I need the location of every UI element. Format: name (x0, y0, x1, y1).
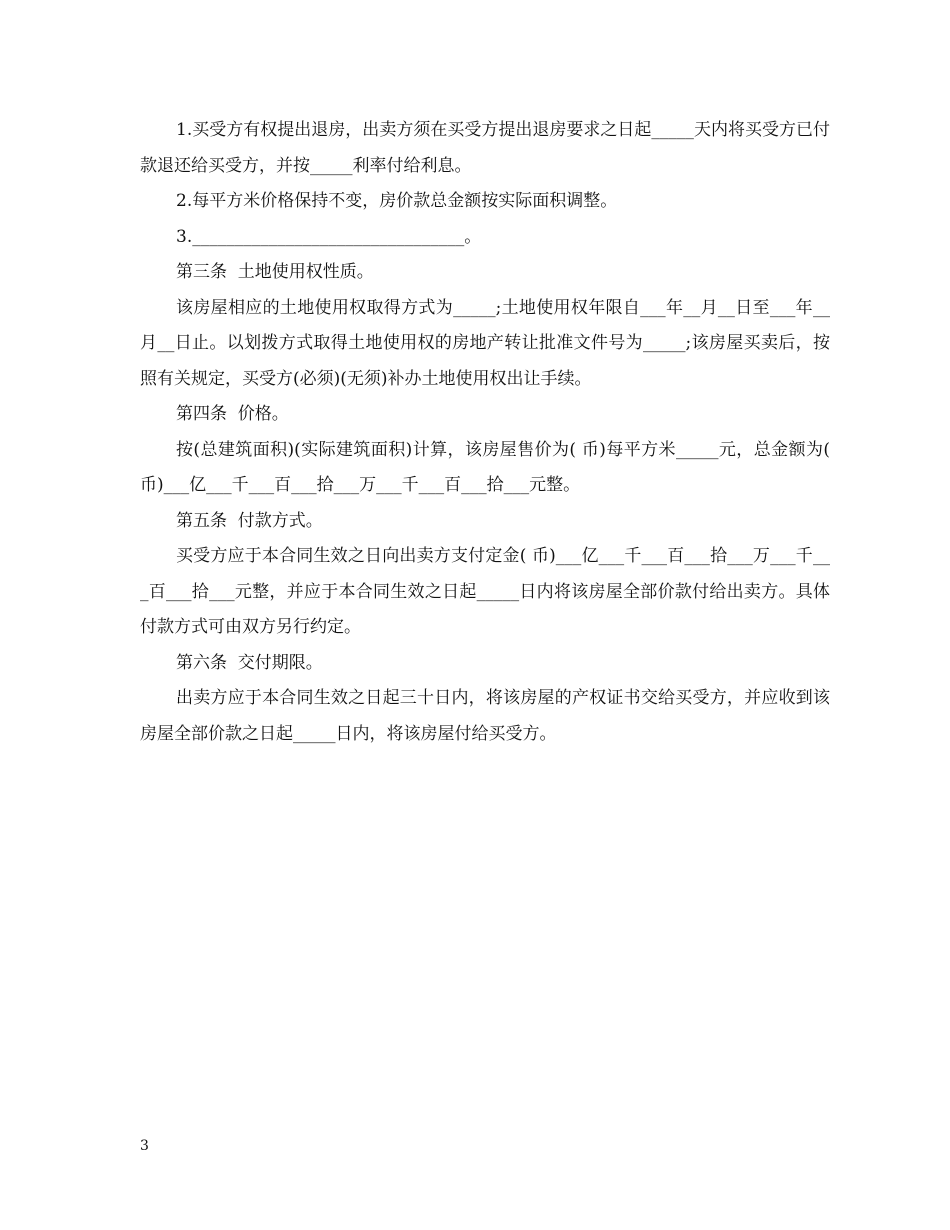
article-5-heading: 第五条 付款方式。 (176, 510, 323, 531)
page-number: 3 (140, 1138, 149, 1154)
article-4-body: 按(总建筑面积)(实际建筑面积)计算，该房屋售价为( 币)每平方米_____元，总金额为( 币)___亿___千___百___拾___万___千___百___拾___元整。 (140, 439, 836, 495)
article-6-body: 出卖方应于本合同生效之日起三十日内，将该房屋的产权证书交给买受方，并应收到该房屋全部价款之日起_____日内，将该房屋付给买受方。 (140, 688, 830, 744)
article-4-heading: 第四条 价格。 (176, 404, 289, 424)
article-5-body: 买受方应于本合同生效之日向出卖方支付定金( 币)___亿___千___百___拾___万___千___百___拾___元整，并应于本合同生效之日起_____日内将该房屋全部价款付给出卖方。具体付款方式可由双方另行约定。 (140, 546, 830, 637)
clause-item-3: 3.________________________________。 (176, 226, 482, 247)
clause-item-1: 1.买受方有权提出退房，出卖方须在买受方提出退房要求之日起_____天内将买受方已付款退还给买受方，并按_____利率付给利息。 (140, 120, 830, 176)
article-6-heading: 第六条 交付期限。 (176, 652, 323, 673)
document-body (140, 113, 836, 752)
clause-item-2: 2.每平方米价格保持不变，房价款总金额按实际面积调整。 (176, 191, 618, 211)
article-3-body: 该房屋相应的土地使用权取得方式为_____;土地使用权年限自___年__月__日至___年__月__日止。以划拨方式取得土地使用权的房地产转让批准文件号为_____;该房屋买卖后，按照有关规定，买受方(必须)(无须)补办土地使用权出让手续。 (140, 297, 830, 389)
article-3-heading: 第三条 土地使用权性质。 (176, 262, 374, 282)
